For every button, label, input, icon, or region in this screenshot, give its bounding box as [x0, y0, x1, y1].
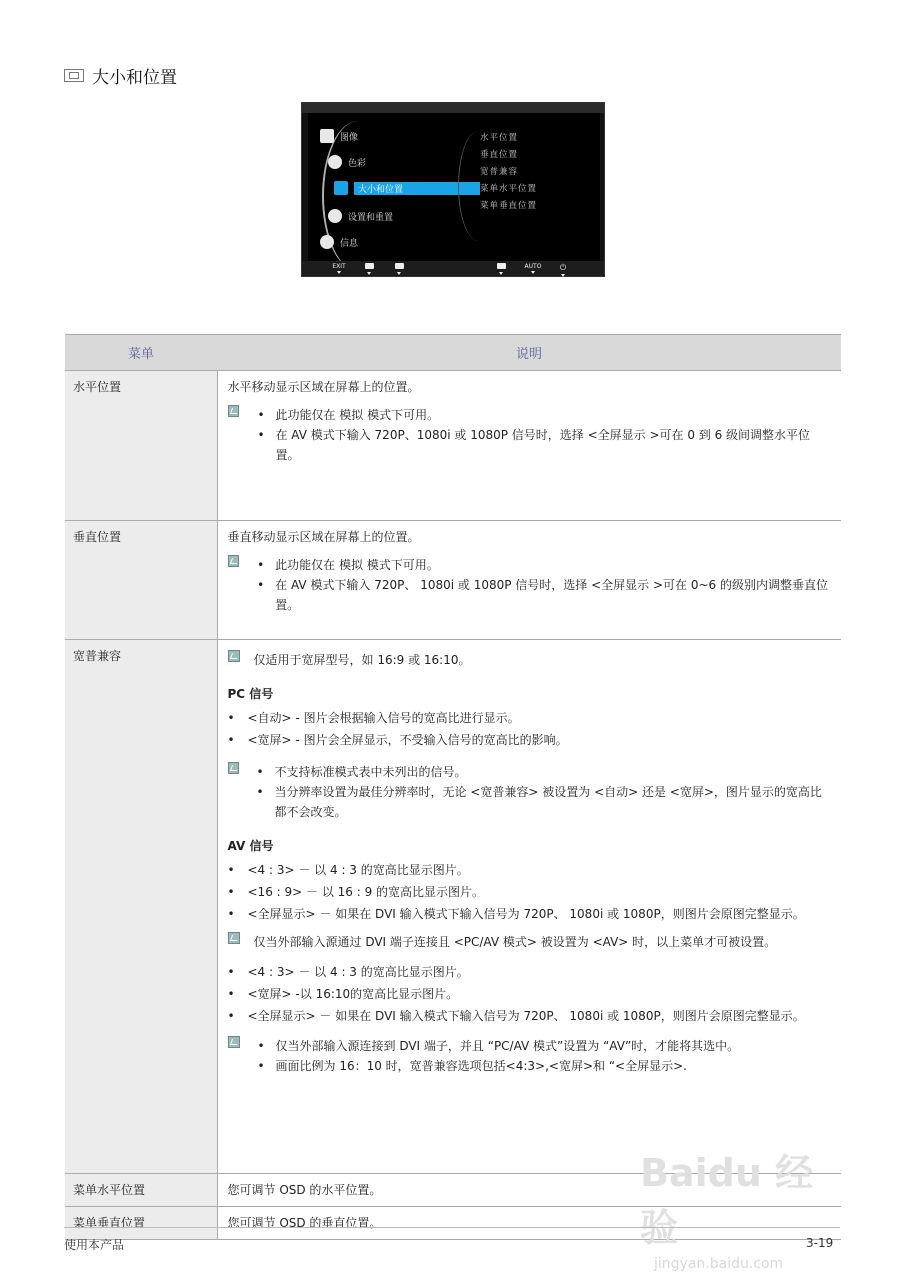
- note-block: [228, 932, 832, 952]
- list-item: • <宽屏> - 图片会全屏显示，不受输入信号的宽高比的影响。: [228, 730, 832, 750]
- list-item: • <16 : 9> － 以 16 : 9 的宽高比显示图片。: [228, 882, 832, 902]
- note-item: • 此功能仅在 模拟 模式下可用。: [253, 555, 831, 575]
- auto-button-icon: AUTO: [523, 263, 543, 271]
- gear-icon: [328, 209, 342, 223]
- osd-sub-item: 菜单水平位置: [480, 184, 538, 194]
- menu-cell: 水平位置: [65, 371, 217, 521]
- osd-sub-item: 宽普兼容: [480, 167, 519, 177]
- note-item: • 此功能仅在 模拟 模式下可用。: [253, 405, 831, 425]
- osd-menu-label: 信息: [340, 238, 359, 249]
- osd-menu-label: 图像: [340, 132, 359, 143]
- description-cell: [217, 371, 841, 521]
- section-title: [64, 63, 177, 88]
- footer-section-label: 使用本产品: [64, 1238, 125, 1252]
- note-text: 仅当外部输入源通过 DVI 端子连接且 <PC/AV 模式> 被设置为 <AV> 时，以上菜单才可被设置。: [253, 935, 777, 949]
- info-icon: [320, 235, 334, 249]
- note-icon: [228, 762, 239, 774]
- osd-panel: [308, 113, 600, 263]
- osd-menu-picture: [320, 129, 358, 143]
- settings-table: [65, 334, 841, 1240]
- palette-icon: [328, 155, 342, 169]
- page-title: 大小和位置: [92, 68, 177, 88]
- footer-divider: [64, 1227, 840, 1228]
- pc-signal-list: [228, 708, 832, 750]
- osd-menu-color: [328, 155, 366, 169]
- description-cell: 您可调节 OSD 的水平位置。: [217, 1174, 841, 1207]
- note-item: • 在 AV 模式下输入 720P、 1080i 或 1080P 信号时，选择 <全屏显示 >可在 0~6 的级别内调整垂直位置。: [253, 575, 831, 615]
- note-icon: [228, 932, 240, 944]
- watermark-brand: Baidu 经验: [640, 1151, 814, 1250]
- osd-menu-label: 色彩: [348, 158, 367, 169]
- note-item: • 画面比例为 16：10 时，宽普兼容选项包括<4:3>,<宽屏>和 “<全屏显示>.: [254, 1056, 740, 1076]
- exit-button-icon: EXIT: [329, 263, 349, 271]
- size-position-icon: [64, 69, 84, 82]
- note-item: • 当分辨率设置为最佳分辨率时，无论 <宽普兼容> 被设置为 <自动> 还是 <宽屏>，图片显示的宽高比都不会改变。: [253, 782, 831, 822]
- list-item: • <全屏显示> － 如果在 DVI 输入模式下输入信号为 720P、 1080i 或 1080P，则图片会原图完整显示。: [228, 1006, 832, 1026]
- note-block: [228, 1036, 832, 1076]
- pc-signal-heading: PC 信号: [227, 687, 274, 701]
- menu-cell: 菜单垂直位置: [65, 1207, 217, 1240]
- note-item: • 仅当外部输入源连接到 DVI 端子，并且 “PC/AV 模式”设置为 “AV”时，才能将其选中。: [254, 1036, 740, 1056]
- menu-cell: 宽普兼容: [65, 640, 217, 1174]
- list-item: • <自动> - 图片会根据输入信号的宽高比进行显示。: [228, 708, 832, 728]
- note-item: • 不支持标准模式表中未列出的信号。: [253, 762, 831, 782]
- down-button-icon: [359, 263, 379, 271]
- osd-sub-item: 垂直位置: [480, 150, 519, 160]
- osd-button-bar: [302, 261, 604, 276]
- picture-icon: [320, 129, 334, 143]
- header-menu: 菜单: [65, 335, 217, 371]
- list-item: • <4 : 3> － 以 4 : 3 的宽高比显示图片。: [228, 860, 832, 880]
- menu-cell: 垂直位置: [65, 521, 217, 640]
- description-cell: 您可调节 OSD 的垂直位置。: [217, 1207, 841, 1240]
- osd-menu-setup-reset: [328, 209, 393, 223]
- watermark-url: jingyan.baidu.com: [654, 1256, 784, 1272]
- size-icon: [334, 181, 348, 195]
- note-block: [228, 555, 832, 615]
- description-text: 水平移动显示区域在屏幕上的位置。: [227, 380, 420, 394]
- osd-menu-label-selected: 大小和位置: [354, 182, 480, 195]
- note-item: • 在 AV 模式下输入 720P、1080i 或 1080P 信号时，选择 <全屏显示 >可在 0 到 6 级间调整水平位置。: [253, 425, 831, 465]
- list-item: • <4 : 3> － 以 4 : 3 的宽高比显示图片。: [228, 962, 832, 982]
- power-button-icon: ⏻: [553, 263, 573, 271]
- enter-button-icon: [491, 263, 511, 271]
- list-item: • <全屏显示> － 如果在 DVI 输入模式下输入信号为 720P、 1080i 或 1080P，则图片会原图完整显示。: [228, 904, 832, 924]
- osd-sub-item: 菜单垂直位置: [480, 201, 538, 211]
- av-signal-heading: AV 信号: [227, 839, 274, 853]
- note-icon: [228, 555, 240, 567]
- note-icon: [228, 405, 240, 417]
- description-cell: [217, 640, 841, 1174]
- note-block: [228, 650, 832, 670]
- table-row: [65, 371, 841, 521]
- menu-cell: 菜单水平位置: [65, 1174, 217, 1207]
- note-icon: [228, 1036, 240, 1048]
- description-cell: [217, 521, 841, 640]
- table-header-row: [65, 335, 841, 371]
- page-number: 3-19: [806, 1236, 834, 1250]
- up-button-icon: [389, 263, 409, 271]
- description-text: 垂直移动显示区域在屏幕上的位置。: [227, 530, 420, 544]
- av-signal-list-2: [228, 962, 832, 1026]
- osd-sub-item: 水平位置: [480, 133, 519, 143]
- note-icon: [228, 650, 240, 662]
- av-signal-list: [228, 860, 832, 924]
- list-item: • <宽屏> -以 16:10的宽高比显示图片。: [228, 984, 832, 1004]
- table-row: [65, 640, 841, 1174]
- note-text: 仅适用于宽屏型号，如 16:9 或 16:10。: [253, 653, 471, 667]
- osd-screenshot: [301, 102, 605, 277]
- osd-menu-label: 设置和重置: [348, 212, 394, 223]
- osd-menu-info: [320, 235, 358, 249]
- table-row: [65, 521, 841, 640]
- osd-topbar: [302, 103, 604, 113]
- header-description: 说明: [217, 335, 841, 371]
- note-block: [228, 762, 832, 822]
- note-block: [228, 405, 832, 465]
